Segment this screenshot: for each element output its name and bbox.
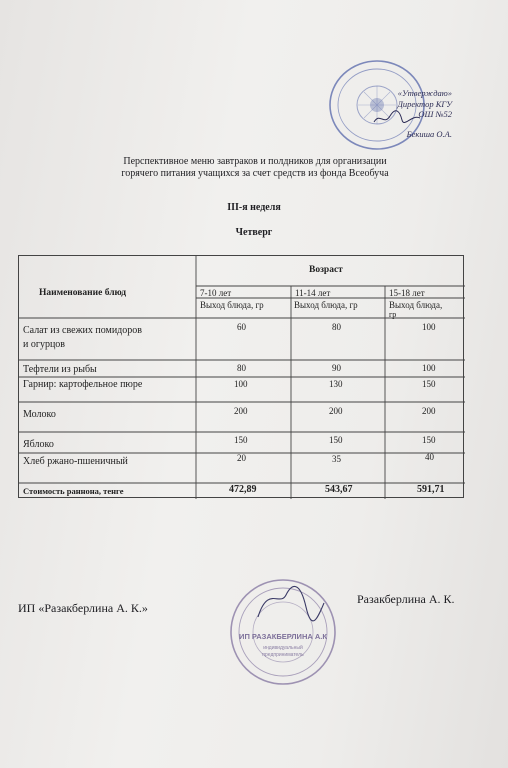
approval-line: Директор КГУ <box>397 98 452 109</box>
dish-name: Тефтели из рыбы <box>23 364 97 375</box>
yield-value: 200 <box>234 406 248 416</box>
yield-value: 35 <box>332 454 341 464</box>
yield-value: 80 <box>332 322 341 332</box>
yield-value: 40 <box>425 452 434 462</box>
yield-value: 80 <box>237 363 246 373</box>
entrepreneur-stamp <box>228 577 338 687</box>
yield-value: 100 <box>422 363 436 373</box>
total-cost-label: Стоимость раннона, тенге <box>23 486 124 496</box>
stamp-sub-text: предприниматель <box>262 652 304 658</box>
total-cost-value: 591,71 <box>417 484 445 495</box>
dish-name: Салат из свежих помидоров <box>23 325 142 336</box>
yield-value: 100 <box>422 322 436 332</box>
intro-line: горячего питания учащихся за счет средств из фонда Всеобуча <box>121 168 389 179</box>
column-header-age: Возраст <box>309 265 343 275</box>
approval-line: «Утверждаю» <box>397 88 452 98</box>
column-header-name: Наименование блюд <box>39 288 127 298</box>
stamp-sub-text: индивидуальный <box>263 645 303 651</box>
yield-value: 150 <box>422 379 436 389</box>
yield-label: Выход блюда, <box>389 300 443 310</box>
day-heading: Четверг <box>235 227 273 238</box>
yield-value: 150 <box>329 435 343 445</box>
dish-name: и огурцов <box>23 339 66 350</box>
document-intro <box>40 156 470 180</box>
approval-signer: Бекиша О.А. <box>406 128 452 139</box>
yield-label: Выход блюда, гр <box>294 300 358 310</box>
footer-signer: Разакберлина А. К. <box>357 592 455 606</box>
menu-table <box>18 255 464 498</box>
yield-value: 200 <box>422 406 436 416</box>
yield-value: 200 <box>329 406 343 416</box>
dish-name: Гарнир: картофельное пюре <box>23 379 143 390</box>
stamp-signature <box>258 586 324 620</box>
total-cost-value: 472,89 <box>229 484 257 495</box>
yield-value: 90 <box>332 363 341 373</box>
footer-entrepreneur: ИП «Разакберлина А. К.» <box>18 601 148 615</box>
yield-label: Выход блюда, гр <box>200 300 264 310</box>
dish-name: Яблоко <box>23 439 54 450</box>
yield-value: 150 <box>234 435 248 445</box>
stamp-main-text: ИП РАЗАКБЕРЛИНА А.К <box>239 632 327 641</box>
yield-value: 20 <box>237 453 246 463</box>
approval-line: ОШ №52 <box>418 109 452 119</box>
yield-label: гр <box>389 310 397 319</box>
yield-value: 130 <box>329 379 343 389</box>
age-group-11-14: 11-14 лет <box>295 288 331 298</box>
total-cost-value: 543,67 <box>325 484 353 495</box>
yield-value: 100 <box>234 379 248 389</box>
yield-value: 150 <box>422 435 436 445</box>
approval-signature <box>372 108 422 128</box>
week-heading: III-я неделя <box>227 202 281 213</box>
yield-value: 60 <box>237 322 246 332</box>
dish-name: Молоко <box>23 409 56 420</box>
age-group-7-10: 7-10 лет <box>200 288 232 298</box>
intro-line: Перспективное меню завтраков и полдников для организации <box>123 156 387 167</box>
dish-name: Хлеб ржано-пшеничный <box>23 456 128 467</box>
age-group-15-18: 15-18 лет <box>389 288 425 298</box>
